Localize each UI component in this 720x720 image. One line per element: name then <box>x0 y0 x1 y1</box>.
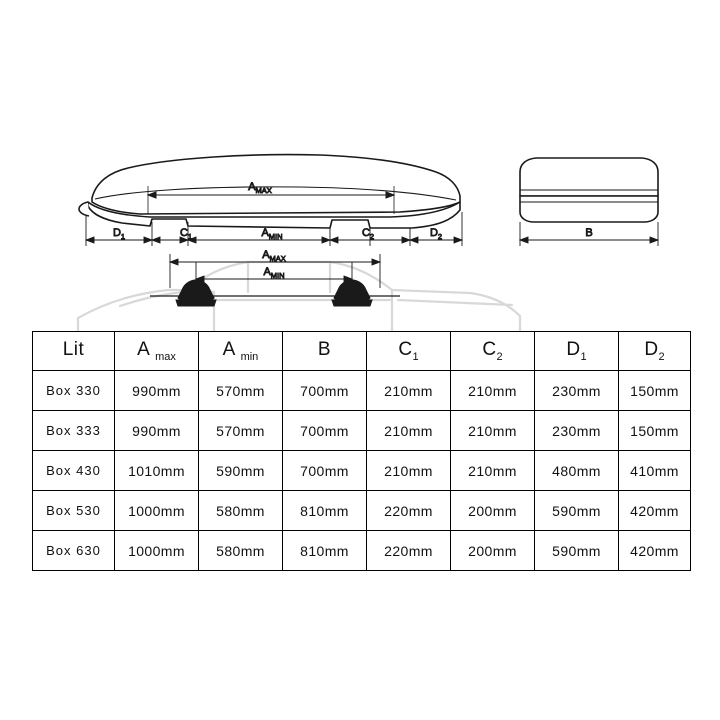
table-cell: 480mm <box>535 451 619 491</box>
table-cell: 990mm <box>115 411 199 451</box>
table-header-cell: B <box>283 332 367 371</box>
table-cell: 700mm <box>283 371 367 411</box>
table-cell: 150mm <box>619 371 691 411</box>
table-cell: 990mm <box>115 371 199 411</box>
table-cell: 220mm <box>367 491 451 531</box>
label-a-max-bars: $A_{MAX}$ <box>262 249 286 263</box>
table-cell-model: Box 430 <box>33 451 115 491</box>
table-cell: 420mm <box>619 491 691 531</box>
table-cell: 420mm <box>619 531 691 571</box>
table-header-cell: $D_2$ <box>619 332 691 371</box>
label-c2: $C_2$ <box>361 227 375 241</box>
table-row <box>33 531 691 571</box>
table-header-cell: $C_2$ <box>451 332 535 371</box>
table-cell: 580mm <box>199 531 283 571</box>
table-cell: 210mm <box>367 371 451 411</box>
table-cell: 810mm <box>283 531 367 571</box>
table-cell: 150mm <box>619 411 691 451</box>
table-cell: 590mm <box>535 491 619 531</box>
label-a-min: $A_{MIN}$ <box>261 227 283 241</box>
table-cell: 570mm <box>199 411 283 451</box>
table-cell: 1000mm <box>115 531 199 571</box>
label-d2: $D_2$ <box>429 227 443 241</box>
table-row <box>33 371 691 411</box>
table-cell: 210mm <box>367 411 451 451</box>
table-cell: 410mm <box>619 451 691 491</box>
table-header-cell: $D_1$ <box>535 332 619 371</box>
specifications-table <box>32 331 691 571</box>
table-cell: 700mm <box>283 411 367 451</box>
specifications-table-container <box>32 331 690 571</box>
label-a-min-bars: $A_{MIN}$ <box>263 266 285 280</box>
table-cell-model: Box 530 <box>33 491 115 531</box>
table-cell: 210mm <box>367 451 451 491</box>
table-cell: 220mm <box>367 531 451 571</box>
table-header-cell: A $_{max}$ <box>115 332 199 371</box>
table-row <box>33 451 691 491</box>
table-header-cell: A $_{min}$ <box>199 332 283 371</box>
roof-box-front-view <box>520 158 658 222</box>
table-cell: 210mm <box>451 371 535 411</box>
table-cell: 1000mm <box>115 491 199 531</box>
table-cell: 200mm <box>451 491 535 531</box>
label-b: B <box>585 227 593 239</box>
table-cell: 810mm <box>283 491 367 531</box>
table-cell: 590mm <box>535 531 619 571</box>
table-header-cell: $C_1$ <box>367 332 451 371</box>
dimension-b <box>520 222 658 246</box>
table-row <box>33 491 691 531</box>
table-cell: 590mm <box>199 451 283 491</box>
label-a-max-side: $A_{MAX}$ <box>248 181 272 195</box>
table-cell: 230mm <box>535 371 619 411</box>
table-cell: 210mm <box>451 451 535 491</box>
table-row <box>33 411 691 451</box>
table-cell: 230mm <box>535 411 619 451</box>
table-cell: 580mm <box>199 491 283 531</box>
label-c1: $C_1$ <box>179 227 193 241</box>
table-cell: 700mm <box>283 451 367 491</box>
roof-bars-view <box>150 280 400 306</box>
table-cell: 570mm <box>199 371 283 411</box>
table-header-cell: Lit <box>33 332 115 371</box>
table-cell-model: Box 630 <box>33 531 115 571</box>
table-header-row <box>33 332 691 371</box>
table-cell-model: Box 333 <box>33 411 115 451</box>
table-cell: 1010mm <box>115 451 199 491</box>
table-cell: 210mm <box>451 411 535 451</box>
table-cell-model: Box 330 <box>33 371 115 411</box>
label-d1: $D_1$ <box>112 227 126 241</box>
table-cell: 200mm <box>451 531 535 571</box>
